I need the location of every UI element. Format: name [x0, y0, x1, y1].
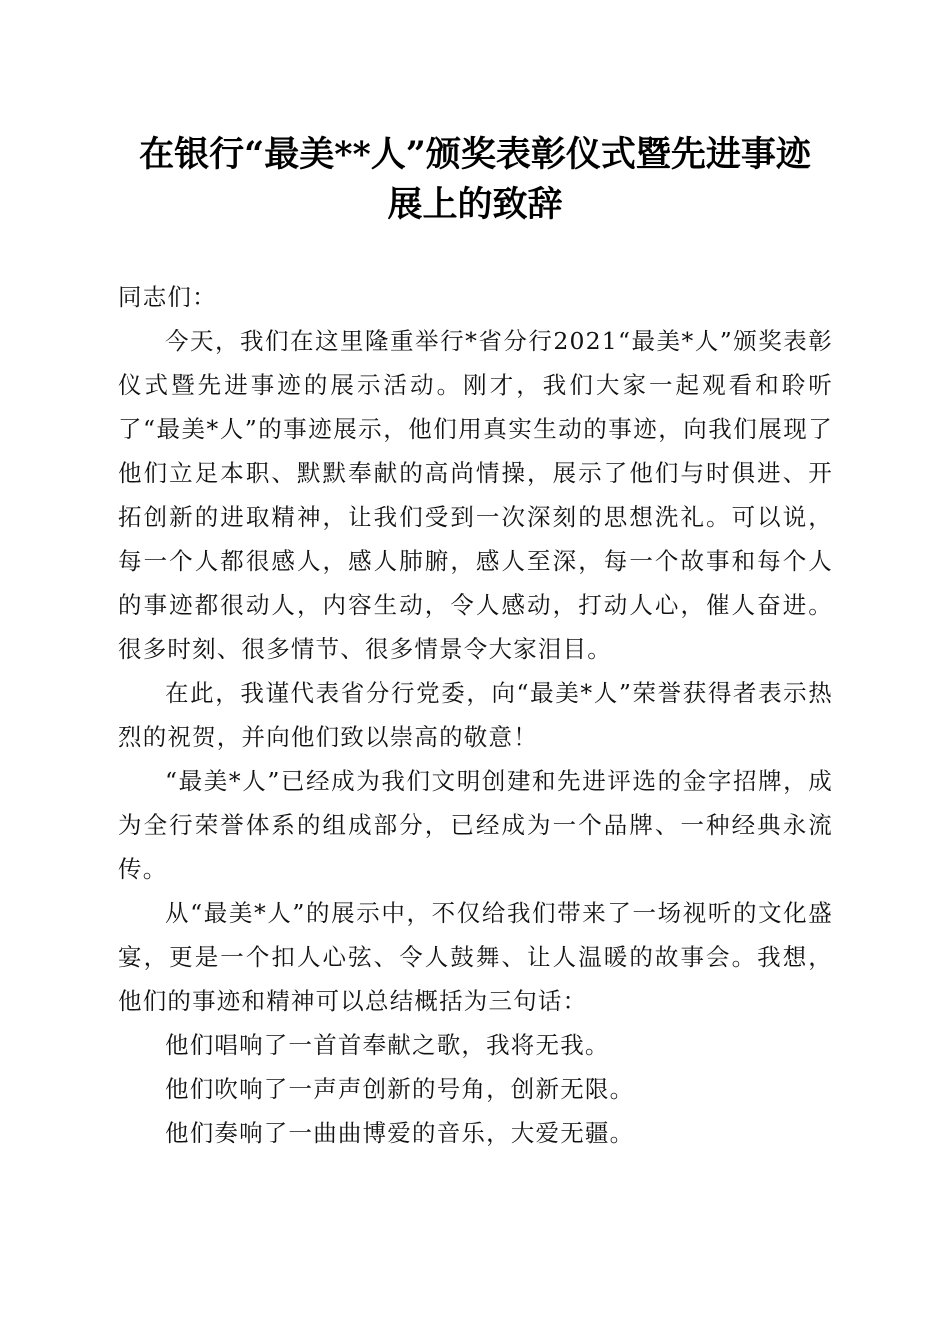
title-line-1: 在银行“最美**人”颁奖表彰仪式暨先进事迹 — [139, 134, 811, 175]
paragraph-6: 他们吹响了一声声创新的号角，创新无限。 — [165, 1075, 635, 1103]
paragraph-1: 今天，我们在这里隆重举行*省分行2021“最美*人”颁奖表彰仪式暨先进事迹的展示活动。刚才，我们大家一起观看和聆听了“最美*人”的事迹展示，他们用真实生动的事迹，向我们展现了他们立足本职、默默奉献的高尚情操，展示了他们与时俱进、开拓创新的进取精神，让我们受到一次深刻的思想洗礼。可以说，每一个人都很感人，感人肺腑，感人至深，每一个故事和每个人的事迹都很动人，内容生动，令人感动，打动人心，催人奋进。很多时刻、很多情节、很多情景令大家泪目。 — [118, 327, 833, 663]
document-title — [100, 130, 850, 230]
paragraph-5: 他们唱响了一首首奉献之歌，我将无我。 — [165, 1031, 610, 1059]
salutation: 同志们： — [118, 283, 217, 311]
title-line-2: 展上的致辞 — [387, 184, 563, 225]
paragraph-3: “最美*人”已经成为我们文明创建和先进评选的金字招牌，成为全行荣誉体系的组成部分，已经成为一个品牌、一种经典永流传。 — [118, 767, 833, 883]
document-body — [118, 275, 833, 1155]
paragraph-4: 从“最美*人”的展示中，不仅给我们带来了一场视听的文化盛宴，更是一个扣人心弦、令人鼓舞、让人温暖的故事会。我想，他们的事迹和精神可以总结概括为三句话： — [118, 899, 833, 1015]
paragraph-2: 在此，我谨代表省分行党委，向“最美*人”荣誉获得者表示热烈的祝贺，并向他们致以崇高的敬意！ — [118, 679, 833, 751]
paragraph-7: 他们奏响了一曲曲博爱的音乐，大爱无疆。 — [165, 1119, 635, 1147]
